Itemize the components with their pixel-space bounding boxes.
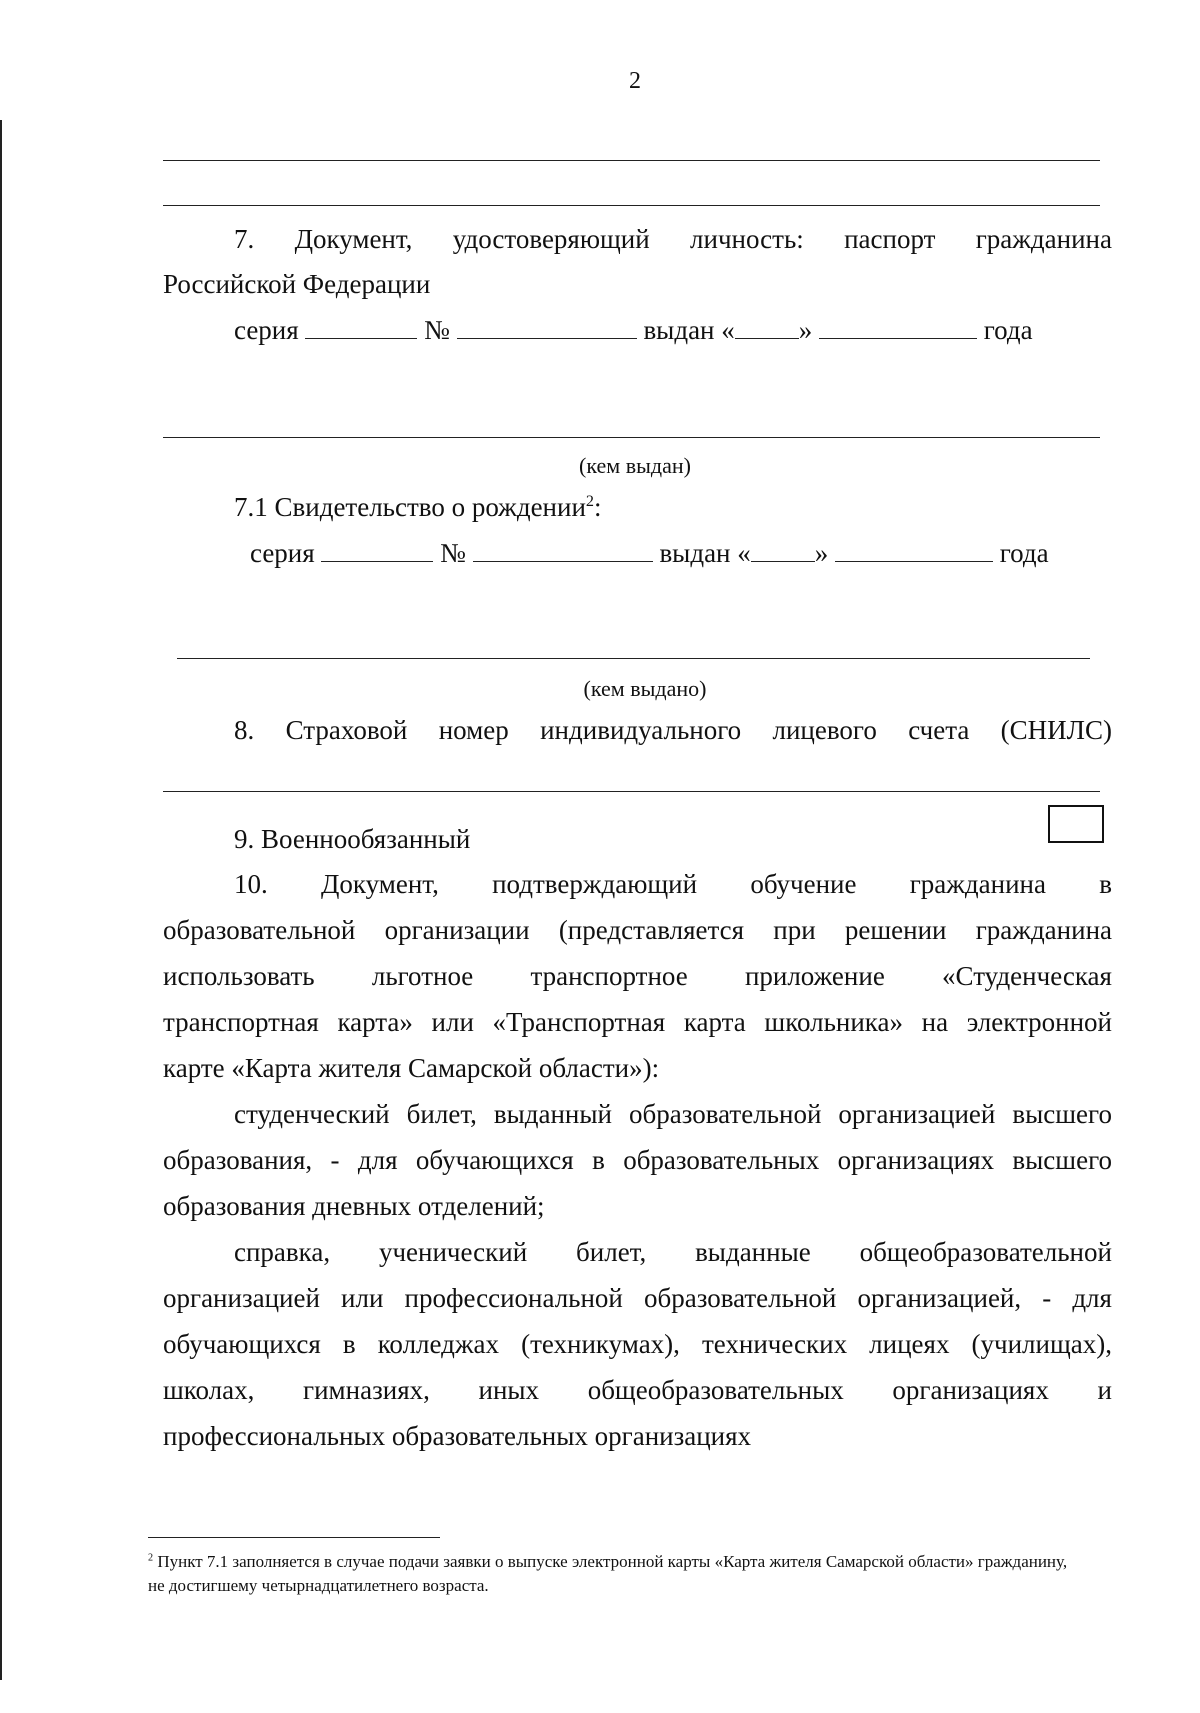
- word: приложение: [744, 961, 885, 991]
- word: в: [1099, 869, 1112, 899]
- word: и: [1097, 1375, 1112, 1405]
- blank-line-2[interactable]: [163, 205, 1100, 206]
- certificate-issuer-caption: (кем выдано): [583, 676, 707, 701]
- issued-close-label: »: [814, 538, 829, 568]
- word: транспортное: [530, 961, 688, 991]
- item10-line5: карте «Карта жителя Самарской области»):: [163, 1053, 660, 1083]
- word: высшего: [1012, 1099, 1112, 1129]
- word: организациях: [892, 1375, 1049, 1405]
- page-number: 2: [629, 68, 641, 94]
- word: выданные: [695, 1237, 811, 1267]
- word: (представляется: [558, 915, 745, 945]
- footnote-mark: 2: [148, 1552, 154, 1564]
- item7-1-colon: :: [594, 492, 602, 522]
- item10-school-card-line3: [163, 1327, 1112, 1361]
- passport-issuer-caption: (кем выдан): [579, 453, 691, 478]
- certificate-series-field[interactable]: [321, 539, 433, 562]
- word: (СНИЛС): [1000, 715, 1112, 745]
- item7-line2: Российской Федерации: [163, 269, 431, 299]
- issued-close-label: »: [798, 315, 813, 345]
- word: гражданина: [975, 224, 1112, 254]
- word: Страховой: [285, 715, 408, 745]
- blank-line-1[interactable]: [163, 160, 1100, 161]
- word: гимназиях,: [303, 1375, 430, 1405]
- word: образовательной: [163, 915, 356, 945]
- item10-line4: [163, 1005, 1112, 1039]
- word: иных: [478, 1375, 540, 1405]
- word: билет,: [406, 1099, 477, 1129]
- word: -: [1042, 1283, 1052, 1313]
- word: обучающихся: [415, 1145, 574, 1175]
- word: гражданина: [909, 869, 1046, 899]
- word: транспортная: [163, 1007, 319, 1037]
- word: лицеях: [869, 1329, 950, 1359]
- word: для: [357, 1145, 398, 1175]
- word: образовательной: [643, 1283, 837, 1313]
- footnote-reference[interactable]: 2: [585, 492, 594, 510]
- word: (училищах),: [971, 1329, 1112, 1359]
- word: образовательной: [629, 1099, 822, 1129]
- word: решении: [844, 915, 947, 945]
- word: номер: [438, 715, 509, 745]
- word: 7.: [234, 224, 255, 254]
- word: технических: [701, 1329, 848, 1359]
- word: организацией,: [857, 1283, 1022, 1313]
- word: справка,: [234, 1237, 331, 1267]
- scan-page-edge: [0, 120, 2, 1680]
- certificate-issue-day-field[interactable]: [751, 539, 815, 562]
- certificate-issuer-field[interactable]: [177, 658, 1090, 659]
- word: Документ,: [294, 224, 413, 254]
- word: льготное: [371, 961, 474, 991]
- item7-line1: [234, 222, 1112, 256]
- word: обучение: [750, 869, 857, 899]
- word: паспорт: [844, 224, 936, 254]
- word: школьника»: [764, 1007, 903, 1037]
- item10-school-card-line1: [234, 1235, 1112, 1269]
- snils-field[interactable]: [163, 791, 1100, 792]
- word: в: [592, 1145, 605, 1175]
- word: индивидуального: [540, 715, 742, 745]
- word: школах,: [163, 1375, 255, 1405]
- word: Документ,: [320, 869, 439, 899]
- word: общеобразовательных: [587, 1375, 844, 1405]
- item10-line2: [163, 913, 1112, 947]
- word: образования,: [163, 1145, 313, 1175]
- item10-line1: [234, 867, 1112, 901]
- footnote-separator: [148, 1537, 440, 1538]
- word: при: [773, 915, 816, 945]
- word: «Студенческая: [942, 961, 1112, 991]
- word: общеобразовательной: [859, 1237, 1112, 1267]
- seria-label: серия: [234, 315, 299, 345]
- word: в: [342, 1329, 356, 1359]
- item10-student-card-line1: [234, 1097, 1112, 1131]
- word: для: [1072, 1283, 1112, 1313]
- word: организациях: [837, 1145, 995, 1175]
- word: «Транспортная: [492, 1007, 666, 1037]
- item7-1-title: [234, 490, 602, 524]
- word: гражданина: [975, 915, 1112, 945]
- military-duty-checkbox[interactable]: [1048, 805, 1104, 843]
- word: лицевого: [772, 715, 877, 745]
- issued-open-label: выдан «: [659, 538, 751, 568]
- word: образовательных: [623, 1145, 820, 1175]
- word: удостоверяющий: [452, 224, 650, 254]
- item10-line3: [163, 959, 1112, 993]
- word: на: [921, 1007, 949, 1037]
- passport-number-field[interactable]: [457, 316, 637, 339]
- word: 8.: [234, 715, 255, 745]
- item10-school-card-line2: [163, 1281, 1112, 1315]
- word: или: [431, 1007, 474, 1037]
- word: карта: [683, 1007, 746, 1037]
- year-label: года: [999, 538, 1049, 568]
- word: колледжах: [377, 1329, 500, 1359]
- item8-snils-line: [234, 713, 1112, 747]
- number-label: №: [424, 315, 450, 345]
- word: личность:: [690, 224, 804, 254]
- item10-school-card-line5: профессиональных образовательных организациях: [163, 1421, 752, 1451]
- word: -: [330, 1145, 340, 1175]
- item10-school-card-line4: [163, 1373, 1112, 1407]
- passport-issue-month-field[interactable]: [819, 316, 977, 339]
- word: использовать: [163, 961, 315, 991]
- item10-student-card-line3: образования дневных отделений;: [163, 1191, 545, 1221]
- item9-label: 9. Военнообязанный: [234, 824, 471, 854]
- word: 10.: [234, 869, 268, 899]
- word: выданный: [493, 1099, 612, 1129]
- passport-issuer-field[interactable]: [163, 437, 1100, 438]
- item7-1-certificate-fields: [250, 536, 1049, 570]
- word: высшего: [1012, 1145, 1112, 1175]
- passport-series-field[interactable]: [305, 316, 417, 339]
- word: билет,: [576, 1237, 647, 1267]
- word: подтверждающий: [492, 869, 698, 899]
- word: профессиональной: [404, 1283, 623, 1313]
- word: организацией: [838, 1099, 996, 1129]
- item7-passport-fields: [234, 313, 1033, 347]
- item7-1-title-text: 7.1 Свидетельство о рождении: [234, 492, 586, 522]
- word: электронной: [966, 1007, 1112, 1037]
- item10-student-card-line2: [163, 1143, 1112, 1177]
- word: карта»: [337, 1007, 413, 1037]
- certificate-issue-month-field[interactable]: [835, 539, 993, 562]
- word: организации: [384, 915, 530, 945]
- year-label: года: [983, 315, 1033, 345]
- number-label: №: [440, 538, 466, 568]
- word: (техникумах),: [521, 1329, 680, 1359]
- issued-open-label: выдан «: [643, 315, 735, 345]
- word: или: [341, 1283, 384, 1313]
- word: обучающихся: [163, 1329, 321, 1359]
- certificate-number-field[interactable]: [473, 539, 653, 562]
- word: счета: [908, 715, 970, 745]
- footnote: [148, 1550, 1068, 1598]
- word: ученический: [378, 1237, 528, 1267]
- passport-issue-day-field[interactable]: [735, 316, 799, 339]
- footnote-text: Пункт 7.1 заполняется в случае подачи заявки о выпуске электронной карты «Карта жителя Самарской области» гражданину, не достигшему четырнадцатилетнего возраста.: [148, 1552, 1068, 1595]
- word: организацией: [163, 1283, 320, 1313]
- seria-label: серия: [250, 538, 315, 568]
- word: студенческий: [234, 1099, 390, 1129]
